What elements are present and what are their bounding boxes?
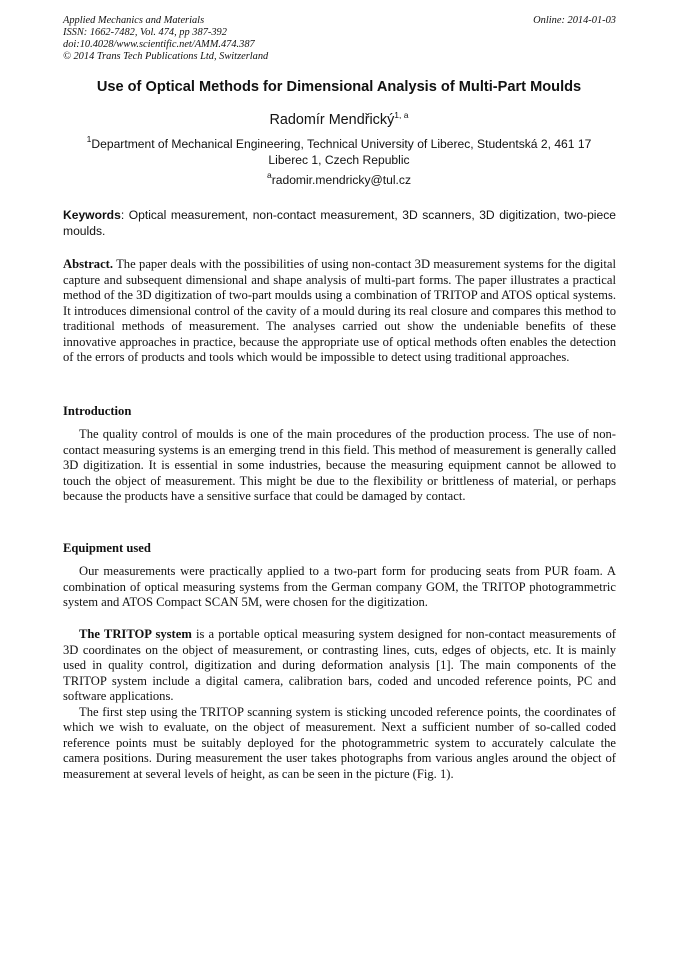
- paper-title: Use of Optical Methods for Dimensional Analysis of Multi-Part Moulds: [96, 79, 582, 95]
- equipment-paragraph-3: The first step using the TRITOP scanning system is sticking uncoded reference points, the coordinates of which we wish to evaluate, on the object of measurement. Next a sufficient number of so-called coded reference points must be suitably deployed for the photogrammetric system to accurately calculate the camera positions. During measurement the user takes photographs from various angles around the object of measurement at several levels of height, as can be seen in the picture (Fig. 1).: [63, 704, 616, 781]
- affiliation-superscript: 1: [86, 134, 92, 144]
- online-date: Online: 2014-01-03: [533, 15, 616, 26]
- introduction-body: [63, 427, 616, 505]
- equipment-body-2: [63, 627, 616, 782]
- doi-line: doi:10.4028/www.scientific.net/AMM.474.387: [63, 39, 255, 50]
- copyright-line: © 2014 Trans Tech Publications Ltd, Switzerland: [63, 51, 269, 62]
- issn-line: ISSN: 1662-7482, Vol. 474, pp 387-392: [63, 27, 227, 38]
- author-name: Radomír Mendřický: [269, 112, 395, 128]
- keywords-text: : Optical measurement, non-contact measurement, 3D scanners, 3D digitization, two-piece moulds.: [63, 208, 616, 238]
- email-address[interactable]: radomir.mendricky@tul.cz: [271, 173, 412, 187]
- abstract-text: The paper deals with the possibilities of using non-contact 3D measurement systems for the digital capture and subsequent dimensional and shape analysis of multi-part forms. The paper illustrates a practical method of the 3D digitization of two-part moulds using a combination of TRITOP and ATOS optical systems. It introduces dimensional control of the cavity of a mould during its real closure and compares this method to traditional methods of measurement. The analyses carried out show the undeniable benefits of these innovative approaches in practice, because the appropriate use of optical methods often enables the detection of the errors of products and tools which would be impossible to detect using traditional approaches.: [63, 257, 616, 365]
- equipment-body-1: [63, 564, 616, 611]
- equipment-paragraph-1: Our measurements were practically applied to a two-part form for producing seats from PUR foam. A combination of optical measuring systems from the German company GOM, the TRITOP photogrammetric system and ATOS Compact SCAN 5M, were chosen for the digitization.: [63, 564, 616, 610]
- affiliation: [70, 134, 608, 168]
- equipment-paragraph-2: [63, 627, 616, 705]
- keywords-label: Keywords: [63, 208, 121, 222]
- journal-header: [63, 15, 616, 63]
- keywords: [63, 208, 616, 239]
- introduction-heading: Introduction: [63, 404, 132, 418]
- abstract: [63, 257, 616, 366]
- email-superscript: a: [266, 170, 272, 180]
- equipment-heading: Equipment used: [63, 541, 151, 555]
- tritop-system-text: is a portable optical measuring system designed for non-contact measurements of 3D coordinates on the object of measurement, or contrasting lines, cuts, edges of objects, etc. It is mainly used in quality control, digitization and during deformation analysis [1]. The main components of the TRITOP system include a digital camera, calibration bars, coded and uncoded reference points, PC and software applications.: [63, 627, 616, 704]
- tritop-system-label: The TRITOP system: [79, 627, 192, 641]
- author-email: [40, 170, 638, 187]
- author-line: [40, 112, 638, 128]
- author-superscript: 1, a: [394, 110, 409, 120]
- abstract-label: Abstract.: [63, 257, 114, 271]
- affiliation-line-1: Department of Mechanical Engineering, Technical University of Liberec, Studentská 2, 461 17: [91, 137, 592, 151]
- introduction-paragraph: The quality control of moulds is one of the main procedures of the production process. The use of non-contact measuring systems is an emerging trend in this field. This method of measurement is generally called 3D digitization. It is essential in some industries, because the measuring equipment cannot be allowed to touch the object of measurement. This might be due to the flexibility or brittleness of material, or perhaps because the products have a sensitive surface that could be damaged by contact.: [63, 427, 616, 504]
- affiliation-line-2: Liberec 1, Czech Republic: [268, 152, 410, 167]
- journal-name: Applied Mechanics and Materials: [63, 15, 205, 26]
